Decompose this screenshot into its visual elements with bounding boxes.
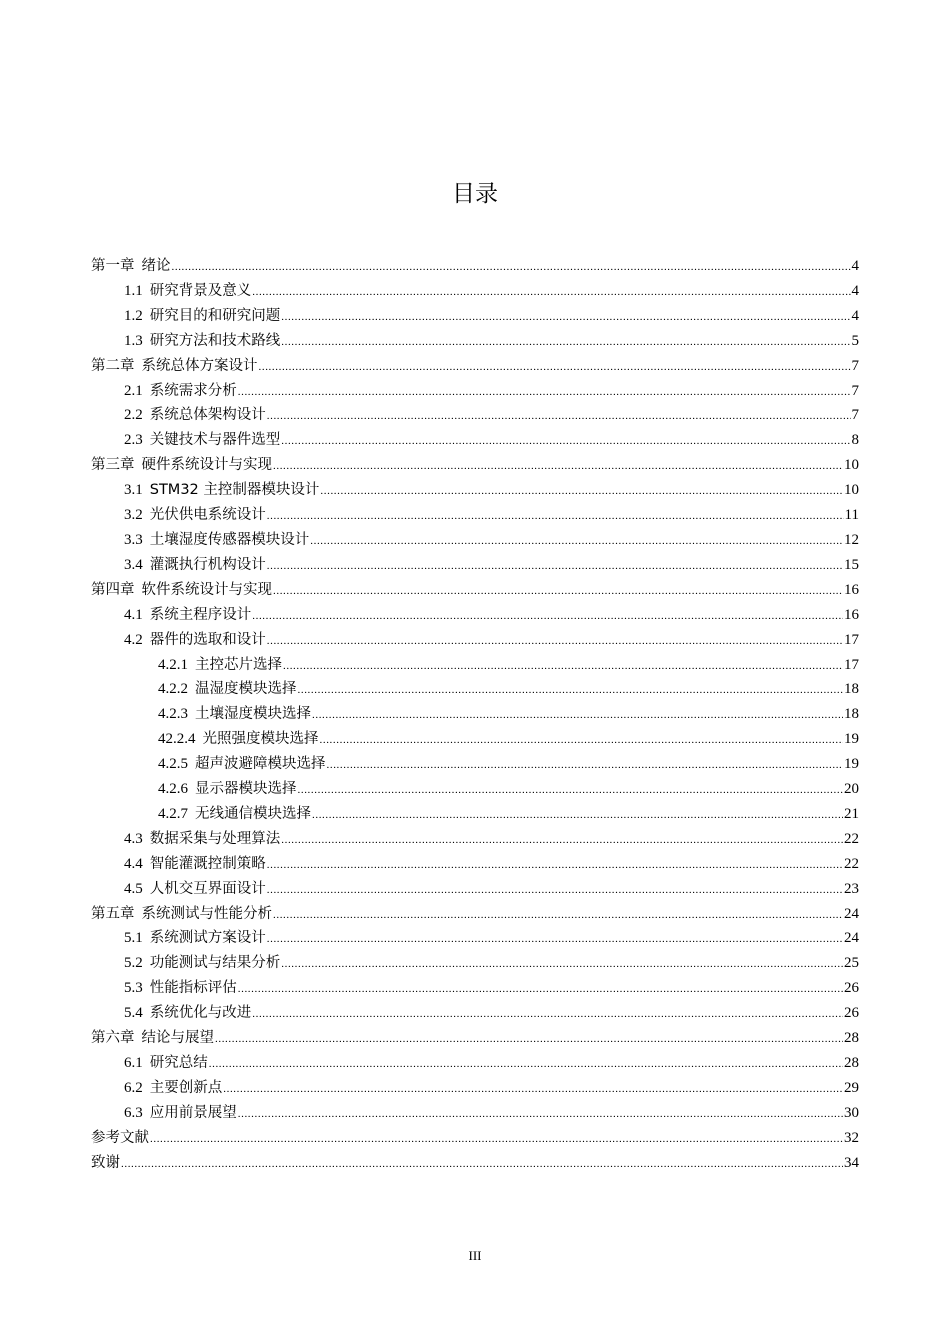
- dot-leader: [215, 1027, 843, 1052]
- dot-leader: [273, 579, 843, 604]
- toc-entry[interactable]: [91, 1101, 859, 1126]
- toc-entry-number: 4.1: [124, 606, 143, 623]
- toc-entry-label: 系统测试与性能分析: [141, 905, 272, 922]
- dot-leader: [281, 828, 843, 853]
- dot-leader: [267, 404, 851, 429]
- dot-leader: [281, 952, 843, 977]
- toc-entry-number: 4.5: [124, 880, 143, 897]
- toc-entry-label: 研究方法和技术路线: [149, 332, 281, 349]
- toc-entry[interactable]: [91, 777, 859, 802]
- dot-leader: [298, 678, 844, 703]
- toc-entry[interactable]: [91, 453, 859, 478]
- dot-leader: [267, 554, 843, 579]
- toc-entry-page: 17: [844, 656, 859, 673]
- toc-entry-label: 研究背景及意义: [149, 282, 252, 299]
- dot-leader: [121, 1152, 843, 1177]
- toc-entry-label: 土壤湿度模块选择: [195, 706, 311, 723]
- toc-entry-number: 1.3: [124, 332, 143, 349]
- toc-entry-page: 7: [851, 382, 859, 399]
- toc-entry[interactable]: [91, 528, 859, 553]
- toc-entry-label: 绪论: [141, 258, 171, 274]
- dot-leader: [238, 977, 843, 1002]
- toc-entry-number: 第四章: [91, 581, 135, 598]
- toc-entry-page: 25: [844, 955, 859, 972]
- dot-leader: [283, 654, 843, 679]
- toc-entry-number: 3.1: [124, 482, 143, 499]
- toc-entry-label: 研究目的和研究问题: [149, 307, 281, 324]
- toc-entry-number: 4.2.5: [158, 756, 188, 773]
- toc-entry-number: 5.4: [124, 1005, 143, 1022]
- toc-entry-label: 光照强度模块选择: [202, 731, 319, 748]
- dot-leader: [267, 629, 843, 654]
- toc-entry[interactable]: [91, 354, 859, 379]
- toc-entry-number: 2.3: [124, 432, 143, 449]
- toc-entry[interactable]: [91, 702, 859, 727]
- toc-entry[interactable]: [91, 403, 859, 428]
- toc-entry-page: 11: [844, 507, 859, 524]
- toc-entry-page: 7: [851, 407, 859, 424]
- toc-entry-label: 数据采集与处理算法: [149, 830, 281, 847]
- toc-entry-label: 光伏供电系统设计: [149, 507, 266, 524]
- dot-leader: [327, 753, 844, 778]
- dot-leader: [281, 305, 850, 330]
- toc-entry[interactable]: [91, 653, 859, 678]
- toc-entry-page: 34: [844, 1154, 859, 1171]
- dot-leader: [150, 1127, 843, 1152]
- toc-entry-label: 超声波避障模块选择: [195, 756, 326, 773]
- toc-entry-label: 应用前景展望: [149, 1104, 237, 1121]
- toc-entry[interactable]: [91, 329, 859, 354]
- toc-entry[interactable]: [91, 553, 859, 578]
- toc-entry-number: 2.2: [124, 407, 143, 424]
- toc-entry-page: 23: [844, 880, 859, 897]
- toc-entry-label: 功能测试与结果分析: [149, 955, 281, 972]
- toc-entry-label: 系统总体架构设计: [149, 407, 266, 424]
- toc-entry-number: 5.2: [124, 955, 143, 972]
- toc-entry[interactable]: [91, 628, 859, 653]
- toc-entry[interactable]: [91, 852, 859, 877]
- toc-entry[interactable]: [91, 1051, 859, 1076]
- toc-entry[interactable]: [91, 603, 859, 628]
- dot-leader: [273, 454, 843, 479]
- toc-entry-number: 2.1: [124, 382, 143, 399]
- toc-entry-number: 4.2.2: [158, 681, 188, 698]
- toc-entry-page: 20: [844, 781, 859, 798]
- toc-entry-page: 5: [851, 332, 859, 349]
- toc-entry-page: 16: [844, 606, 859, 623]
- toc-entry-label: 土壤湿度传感器模块设计: [149, 531, 310, 548]
- toc-entry-page: 19: [844, 756, 859, 773]
- toc-entry-page: 4: [851, 307, 859, 324]
- toc-entry-number: 6.3: [124, 1104, 143, 1121]
- toc-entry[interactable]: [91, 902, 859, 927]
- toc-entry-label: 参考文献: [91, 1129, 149, 1146]
- toc-entry-label: 主要创新点: [149, 1079, 223, 1096]
- toc-entry[interactable]: [91, 478, 859, 503]
- toc-entry-label: 硬件系统设计与实现: [141, 457, 272, 474]
- toc-entry-label: 器件的选取和设计: [149, 631, 266, 648]
- toc-entry[interactable]: [91, 951, 859, 976]
- toc-entry-number: 第六章: [91, 1030, 135, 1047]
- dot-leader: [238, 380, 851, 405]
- toc-entry-number: 4.2.6: [158, 781, 188, 798]
- dot-leader: [273, 903, 843, 928]
- toc-entry[interactable]: [91, 254, 859, 279]
- toc-entry-label: 温湿度模块选择: [195, 681, 297, 698]
- toc-entry[interactable]: [91, 877, 859, 902]
- toc-entry-page: 24: [844, 930, 859, 947]
- toc-entry-label: 系统需求分析: [149, 382, 237, 399]
- dot-leader: [320, 728, 844, 753]
- dot-leader: [252, 280, 850, 305]
- toc-entry-page: 18: [844, 681, 859, 698]
- toc-entry-number: 1.2: [124, 307, 143, 324]
- toc-entry-number: 4.2.3: [158, 706, 188, 723]
- toc-entry[interactable]: [91, 379, 859, 404]
- toc-entry-number: 3.3: [124, 531, 143, 548]
- toc-entry-number: 5.3: [124, 980, 143, 997]
- toc-entry-page: 19: [844, 731, 859, 748]
- toc-entry-page: 26: [844, 980, 859, 997]
- toc-entry-number: 第五章: [91, 905, 135, 922]
- toc-entry[interactable]: [91, 578, 859, 603]
- dot-leader: [298, 778, 844, 803]
- table-of-contents: [91, 254, 859, 1176]
- toc-entry-page: 7: [851, 357, 859, 374]
- toc-entry-label: STM32 主控制器模块设计: [149, 482, 320, 499]
- toc-entry-number: 4.4: [124, 855, 143, 872]
- toc-entry[interactable]: [91, 1026, 859, 1051]
- toc-entry-number: 6.1: [124, 1055, 143, 1071]
- toc-entry[interactable]: [91, 428, 859, 453]
- dot-leader: [252, 1002, 843, 1027]
- toc-entry-number: 第一章: [91, 258, 135, 274]
- toc-entry-label: 无线通信模块选择: [195, 805, 311, 822]
- dot-leader: [312, 703, 843, 728]
- toc-entry-label: 人机交互界面设计: [149, 880, 266, 897]
- toc-entry-label: 系统优化与改进: [149, 1005, 252, 1022]
- toc-entry[interactable]: [91, 976, 859, 1001]
- toc-entry-label: 系统总体方案设计: [141, 357, 258, 374]
- toc-entry-number: 4.2.1: [158, 656, 188, 673]
- toc-entry-number: 1.1: [124, 282, 143, 299]
- toc-entry-label: 性能指标评估: [149, 980, 237, 997]
- dot-leader: [281, 330, 850, 355]
- toc-entry-page: 32: [844, 1129, 859, 1146]
- toc-entry[interactable]: [91, 827, 859, 852]
- dot-leader: [310, 529, 843, 554]
- toc-entry-page: 28: [844, 1055, 859, 1071]
- toc-entry-number: 42.2.4: [158, 731, 196, 748]
- toc-entry-label: 智能灌溉控制策略: [149, 855, 266, 872]
- toc-entry[interactable]: [91, 752, 859, 777]
- toc-entry-page: 8: [851, 432, 859, 449]
- toc-entry-page: 10: [844, 457, 859, 474]
- toc-entry-label: 灌溉执行机构设计: [149, 556, 266, 573]
- toc-entry[interactable]: [91, 1001, 859, 1026]
- dot-leader: [267, 878, 843, 903]
- toc-entry[interactable]: [91, 926, 859, 951]
- toc-entry-page: 28: [844, 1030, 859, 1047]
- dot-leader: [209, 1052, 843, 1077]
- toc-entry-number: 3.4: [124, 556, 143, 573]
- toc-entry[interactable]: [91, 727, 859, 752]
- toc-entry-number: 5.1: [124, 930, 143, 947]
- dot-leader: [259, 355, 851, 380]
- toc-entry-page: 24: [844, 905, 859, 922]
- toc-entry[interactable]: [91, 802, 859, 827]
- toc-entry-number: 4.2: [124, 631, 143, 648]
- toc-entry-label: 结论与展望: [141, 1030, 214, 1047]
- dot-leader: [281, 429, 850, 454]
- page-title: 目录: [452, 181, 498, 207]
- page-number: III: [468, 1248, 482, 1263]
- toc-entry-number: 第三章: [91, 457, 135, 474]
- toc-entry-number: 4.3: [124, 830, 143, 847]
- toc-entry-page: 22: [844, 855, 859, 872]
- dot-leader: [252, 604, 843, 629]
- toc-entry-label: 致谢: [91, 1154, 120, 1171]
- toc-entry[interactable]: [91, 1151, 859, 1176]
- toc-entry-page: 12: [844, 531, 859, 548]
- toc-entry[interactable]: [91, 1126, 859, 1151]
- toc-entry-label: 关键技术与器件选型: [149, 432, 281, 449]
- dot-leader: [238, 1102, 843, 1127]
- toc-entry-page: 26: [844, 1005, 859, 1022]
- toc-entry-label: 研究总结: [149, 1055, 208, 1071]
- toc-entry[interactable]: [91, 279, 859, 304]
- toc-entry[interactable]: [91, 677, 859, 702]
- toc-entry-page: 18: [844, 706, 859, 723]
- dot-leader: [320, 479, 843, 504]
- toc-entry-label: 系统主程序设计: [149, 606, 252, 623]
- toc-entry-label: 系统测试方案设计: [149, 930, 266, 947]
- toc-entry[interactable]: [91, 503, 859, 528]
- toc-entry-page: 15: [844, 556, 859, 573]
- toc-entry-page: 16: [844, 581, 859, 598]
- toc-entry-page: 10: [844, 482, 859, 499]
- toc-entry-page: 29: [844, 1079, 859, 1096]
- toc-entry-number: 3.2: [124, 507, 143, 524]
- toc-entry-label: 显示器模块选择: [195, 781, 297, 798]
- toc-entry-label: 主控芯片选择: [195, 656, 282, 673]
- dot-leader: [172, 255, 851, 280]
- toc-entry-number: 4.2.7: [158, 805, 188, 822]
- toc-entry-page: 4: [851, 258, 859, 274]
- dot-leader: [312, 803, 843, 828]
- dot-leader: [267, 853, 843, 878]
- toc-entry-page: 17: [844, 631, 859, 648]
- toc-entry-number: 6.2: [124, 1079, 143, 1096]
- dot-leader: [267, 504, 844, 529]
- toc-entry[interactable]: [91, 1076, 859, 1101]
- toc-entry[interactable]: [91, 304, 859, 329]
- dot-leader: [223, 1077, 843, 1102]
- toc-entry-page: 22: [844, 830, 859, 847]
- dot-leader: [267, 927, 843, 952]
- toc-entry-number: 第二章: [91, 357, 135, 374]
- toc-entry-page: 4: [851, 282, 859, 299]
- toc-entry-label: 软件系统设计与实现: [141, 581, 272, 598]
- toc-entry-page: 21: [844, 805, 859, 822]
- toc-entry-page: 30: [844, 1104, 859, 1121]
